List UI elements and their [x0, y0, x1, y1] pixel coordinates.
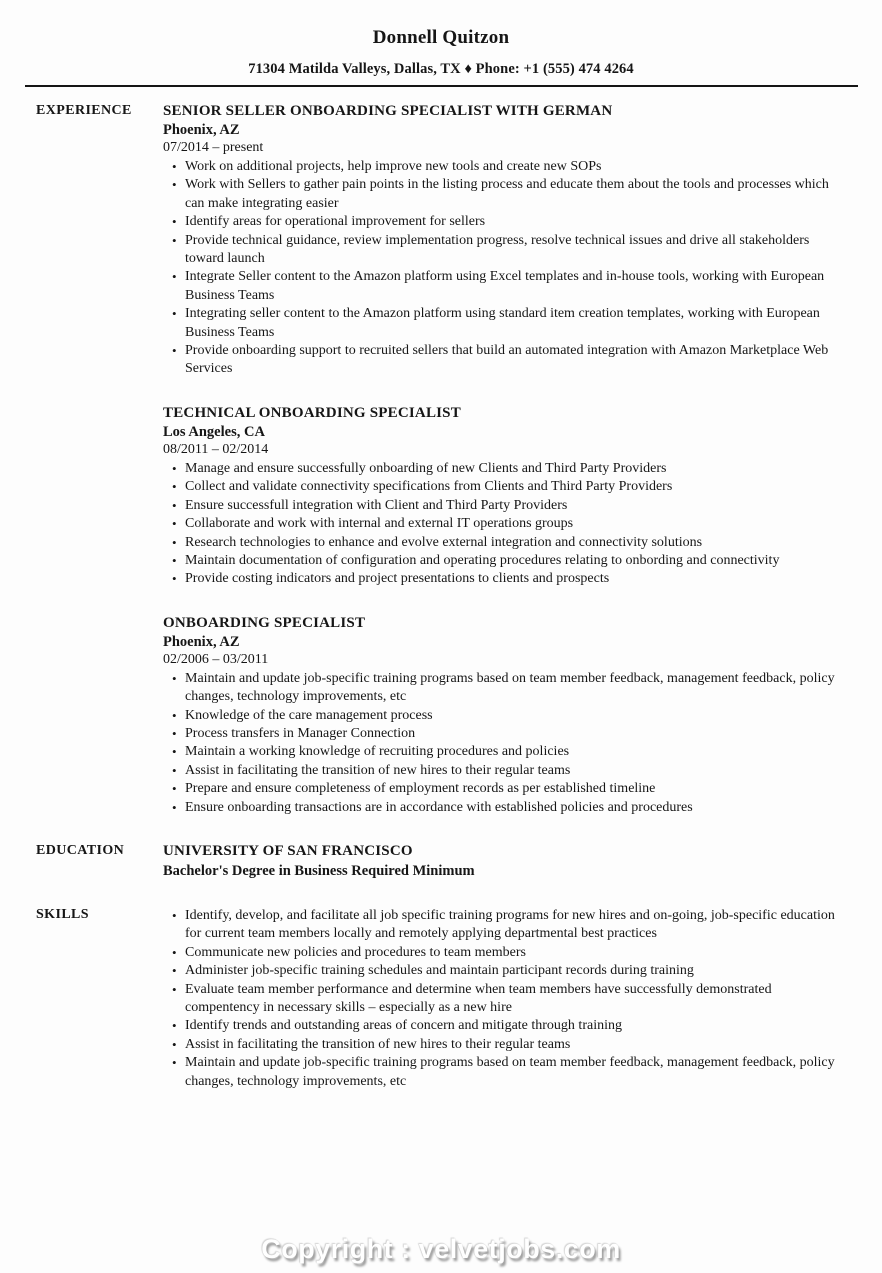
resume-header	[0, 0, 882, 87]
resume-body	[0, 87, 882, 1091]
job-bullet: • Maintain and update job-specific training programs based on team member feedback, management feedback, policy changes, technology improvements, etc	[185, 670, 844, 707]
job-bullet: • Provide costing indicators and project presentations to clients and prospects	[185, 570, 844, 588]
job-bullet-list	[163, 670, 844, 817]
job-bullet: • Collaborate and work with internal and external IT operations groups	[185, 515, 844, 533]
job-title: TECHNICAL ONBOARDING SPECIALIST	[163, 404, 461, 421]
candidate-name: Donnell Quitzon	[372, 27, 510, 48]
job-bullet: • Knowledge of the care management process	[185, 707, 844, 725]
job-bullet: • Maintain a working knowledge of recruiting procedures and policies	[185, 743, 844, 761]
job-bullet: • Manage and ensure successfully onboarding of new Clients and Third Party Providers	[185, 460, 844, 478]
skill-bullet: • Identify, develop, and facilitate all job specific training programs for new hires and on-going, job-specific education for current team members locally and remotely applying departmental best practices	[185, 907, 844, 944]
education-label: EDUCATION	[36, 842, 125, 858]
job-entry	[163, 613, 844, 817]
job-bullet-list	[163, 158, 844, 379]
skills-label: SKILLS	[36, 906, 89, 922]
copyright-watermark: Copyright : velvetjobs.com	[261, 1234, 621, 1264]
section-skills	[0, 905, 882, 1091]
job-bullet: • Work on additional projects, help improve new tools and create new SOPs	[185, 158, 844, 176]
job-bullet: • Collect and validate connectivity specifications from Clients and Third Party Providers	[185, 478, 844, 496]
contact-line: 71304 Matilda Valleys, Dallas, TX ♦ Phone: +1 (555) 474 4264	[248, 61, 634, 77]
job-bullet: • Provide onboarding support to recruited sellers that build an automated integration with Amazon Marketplace Web Services	[185, 342, 844, 379]
job-bullet: • Ensure onboarding transactions are in accordance with established policies and procedures	[185, 799, 844, 817]
section-education	[0, 841, 882, 881]
skill-bullet: • Communicate new policies and procedures to team members	[185, 944, 844, 962]
job-bullet: • Prepare and ensure completeness of employment records as per established timeline	[185, 780, 844, 798]
experience-label: EXPERIENCE	[36, 103, 132, 118]
job-dates: 07/2014 – present	[163, 140, 264, 155]
experience-content	[163, 101, 882, 817]
skill-bullet: • Evaluate team member performance and determine when team members have successfully demonstrated compentency in necessary skills – especially as a new hire	[185, 981, 844, 1018]
skills-bullet-list	[163, 907, 844, 1091]
job-bullet: • Research technologies to enhance and evolve external integration and connectivity solutions	[185, 534, 844, 552]
section-experience	[0, 101, 882, 817]
skills-content	[163, 905, 882, 1091]
job-title: ONBOARDING SPECIALIST	[163, 614, 366, 631]
job-bullet: • Maintain documentation of configuration and operating procedures relating to onbording and connectivity	[185, 552, 844, 570]
job-dates: 02/2006 – 03/2011	[163, 651, 269, 667]
job-dates: 08/2011 – 02/2014	[163, 441, 269, 457]
skill-bullet: • Maintain and update job-specific training programs based on team member feedback, management feedback, policy changes, technology improvements, etc	[185, 1054, 844, 1091]
job-location: Phoenix, AZ	[163, 633, 240, 650]
job-bullet: • Identify areas for operational improvement for sellers	[185, 213, 844, 231]
job-bullet: • Provide technical guidance, review implementation progress, resolve technical issues and drive all stakeholders toward launch	[185, 232, 844, 269]
job-bullet: • Assist in facilitating the transition of new hires to their regular teams	[185, 762, 844, 780]
education-degree: Bachelor's Degree in Business Required Minimum	[163, 862, 475, 879]
job-title: SENIOR SELLER ONBOARDING SPECIALIST WITH GERMAN	[163, 103, 613, 119]
job-bullet: • Process transfers in Manager Connection	[185, 725, 844, 743]
job-entry	[163, 101, 844, 379]
job-location: Los Angeles, CA	[163, 423, 265, 440]
job-bullet-list	[163, 460, 844, 589]
education-school: UNIVERSITY OF SAN FRANCISCO	[163, 842, 413, 859]
job-location: Phoenix, AZ	[163, 122, 240, 138]
education-content	[163, 841, 882, 881]
job-entry	[163, 403, 844, 589]
skill-bullet: • Administer job-specific training schedules and maintain participant records during training	[185, 962, 844, 980]
job-bullet: • Integrating seller content to the Amazon platform using standard item creation templates, working with European Business Teams	[185, 305, 844, 342]
skill-bullet: • Identify trends and outstanding areas of concern and mitigate through training	[185, 1017, 844, 1035]
job-bullet: • Work with Sellers to gather pain points in the listing process and educate them about the tools and processes which can make integrating easier	[185, 176, 844, 213]
job-bullet: • Ensure successfull integration with Client and Third Party Providers	[185, 497, 844, 515]
job-bullet: • Integrate Seller content to the Amazon platform using Excel templates and in-house tools, working with European Business Teams	[185, 268, 844, 305]
skill-bullet: • Assist in facilitating the transition of new hires to their regular teams	[185, 1036, 844, 1054]
